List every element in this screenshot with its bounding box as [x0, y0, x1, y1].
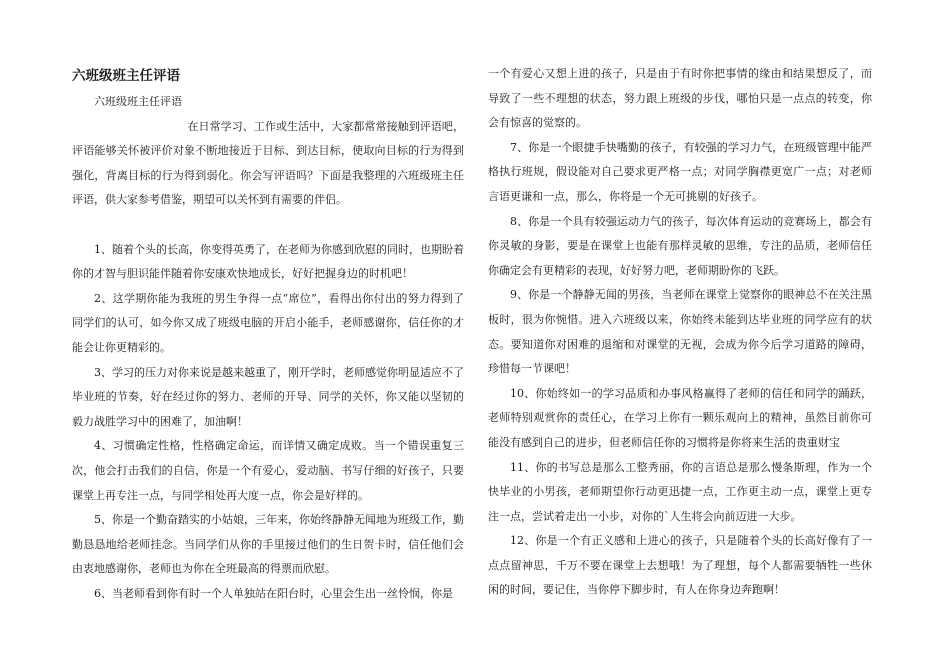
comment-paragraph: 8、你是一个具有较强运动力气的孩子，每次体育运动的竞赛场上，都会有你灵敏的身影，要是在课堂上也能有那样灵敏的思维，专注的品质，老师信任你确定会有更精彩的表现，好好努力吧，老师期盼你的飞跃。 — [488, 214, 872, 277]
comment-paragraph: 6、当老师看到你有时一个人单独站在阳台时，心里会生出一丝怜悯，你是 — [94, 586, 453, 600]
comment-paragraph: 10、你始终如一的学习品质和办事风格赢得了老师的信任和同学的踊跃，老师特别观赏你的责任心，在学习上你有一颗乐观向上的精神，虽然目前你可能没有感到自己的进步，但老师信任你的习惯将是你将来生活的贵重财宝 — [488, 386, 872, 449]
comment-paragraph: 12、你是一个有正义感和上进心的孩子，只是随着个头的长高好像有了一点点留神思，千万不要在课堂上去想哦！为了理想，每个人都需要牺牲一些休闲的时间，要记住，当你停下脚步时，有人在你身边奔跑啊！ — [488, 534, 872, 597]
comment-paragraph: 1、随着个头的长高，你变得英勇了，在老师为你感到欣慰的同时，也期盼着你的才智与胆识能伴随着你安康欢快地成长，好好把握身边的时机吧！ — [72, 242, 464, 281]
right-column — [488, 62, 872, 603]
comment-paragraph: 2、这学期你能为我班的男生争得一点“席位”，看得出你付出的努力得到了同学们的认可，如今你又成了班级电脑的开启小能手，老师感谢你，信任你的才能会让你更精彩的。 — [72, 291, 464, 354]
comment-paragraph: 3、学习的压力对你来说是越来越重了，刚开学时，老师感觉你明显适应不了毕业班的节奏，好在经过你的努力、老师的开导、同学的关怀，你又能以坚韧的毅力战胜学习中的困难了，加油啊！ — [72, 365, 464, 428]
left-column — [72, 62, 464, 606]
comment-paragraph: 7、你是一个眼捷手快嘴勤的孩子，有较强的学习力气，在班级管理中能严格执行班规，假设能对自己要求更严格一点；对同学胸襟更宽广一点；对老师言语更谦和一点，那么，你将是一个无可挑剔的好孩子。 — [488, 140, 872, 203]
document-title: 六班级班主任评语 — [72, 68, 180, 84]
paragraph-gap — [72, 213, 464, 238]
continued-paragraph: 一个有爱心又想上进的孩子，只是由于有时你把事情的缘由和结果想反了，而导致了一些不理想的状态，努力跟上班级的步伐，哪怕只是一点点的转变，你会有惊喜的觉察的。 — [488, 67, 872, 130]
document-subtitle: 六班级班主任评语 — [94, 95, 182, 108]
comment-paragraph: 5、你是一个勤奋踏实的小姑娘，三年来，你始终静静无闻地为班级工作，勤勤恳恳地给老师挂念。当同学们从你的手里接过他们的生日贺卡时，信任他们会由衷地感谢你，老师也为你在全班最高的得票而欣慰。 — [72, 513, 464, 576]
intro-paragraph: 在日常学习、工作或生活中，大家都常常接触到评语吧，评语能够关怀被评价对象不断地接近于目标、到达目标，使取向目标的行为得到强化，背离目标的行为得到弱化。你会写评语吗？下面是我整理的六班级班主任评语，供大家参考借鉴，期望可以关怀到有需要的伴侣。 — [72, 119, 464, 207]
comment-paragraph: 9、你是一个静静无闻的男孩，当老师在课堂上觉察你的眼神总不在关注黑板时，很为你惋惜。进入六班级以来，你始终未能到达毕业班的同学应有的状态。要知道你对困难的退缩和对课堂的无视，会成为你今后学习道路的障碍，珍惜每一节课吧！ — [488, 288, 872, 376]
comment-paragraph: 11、你的书写总是那么工整秀丽，你的言语总是那么慢条斯理，作为一个快毕业的小男孩，老师期望你行动更迅捷一点，工作更主动一点，课堂上更专注一点，尝试着走出一小步，对你的`人生将会向前迈进一大步。 — [488, 460, 872, 523]
comment-paragraph: 4、习惯确定性格，性格确定命运，而详情又确定成败。当一个错误重复三次，他会打击我们的自信，你是一个有爱心，爱动脑、书写仔细的好孩子，只要课堂上再专注一点，与同学相处再大度一点，你会是好样的。 — [72, 439, 464, 502]
